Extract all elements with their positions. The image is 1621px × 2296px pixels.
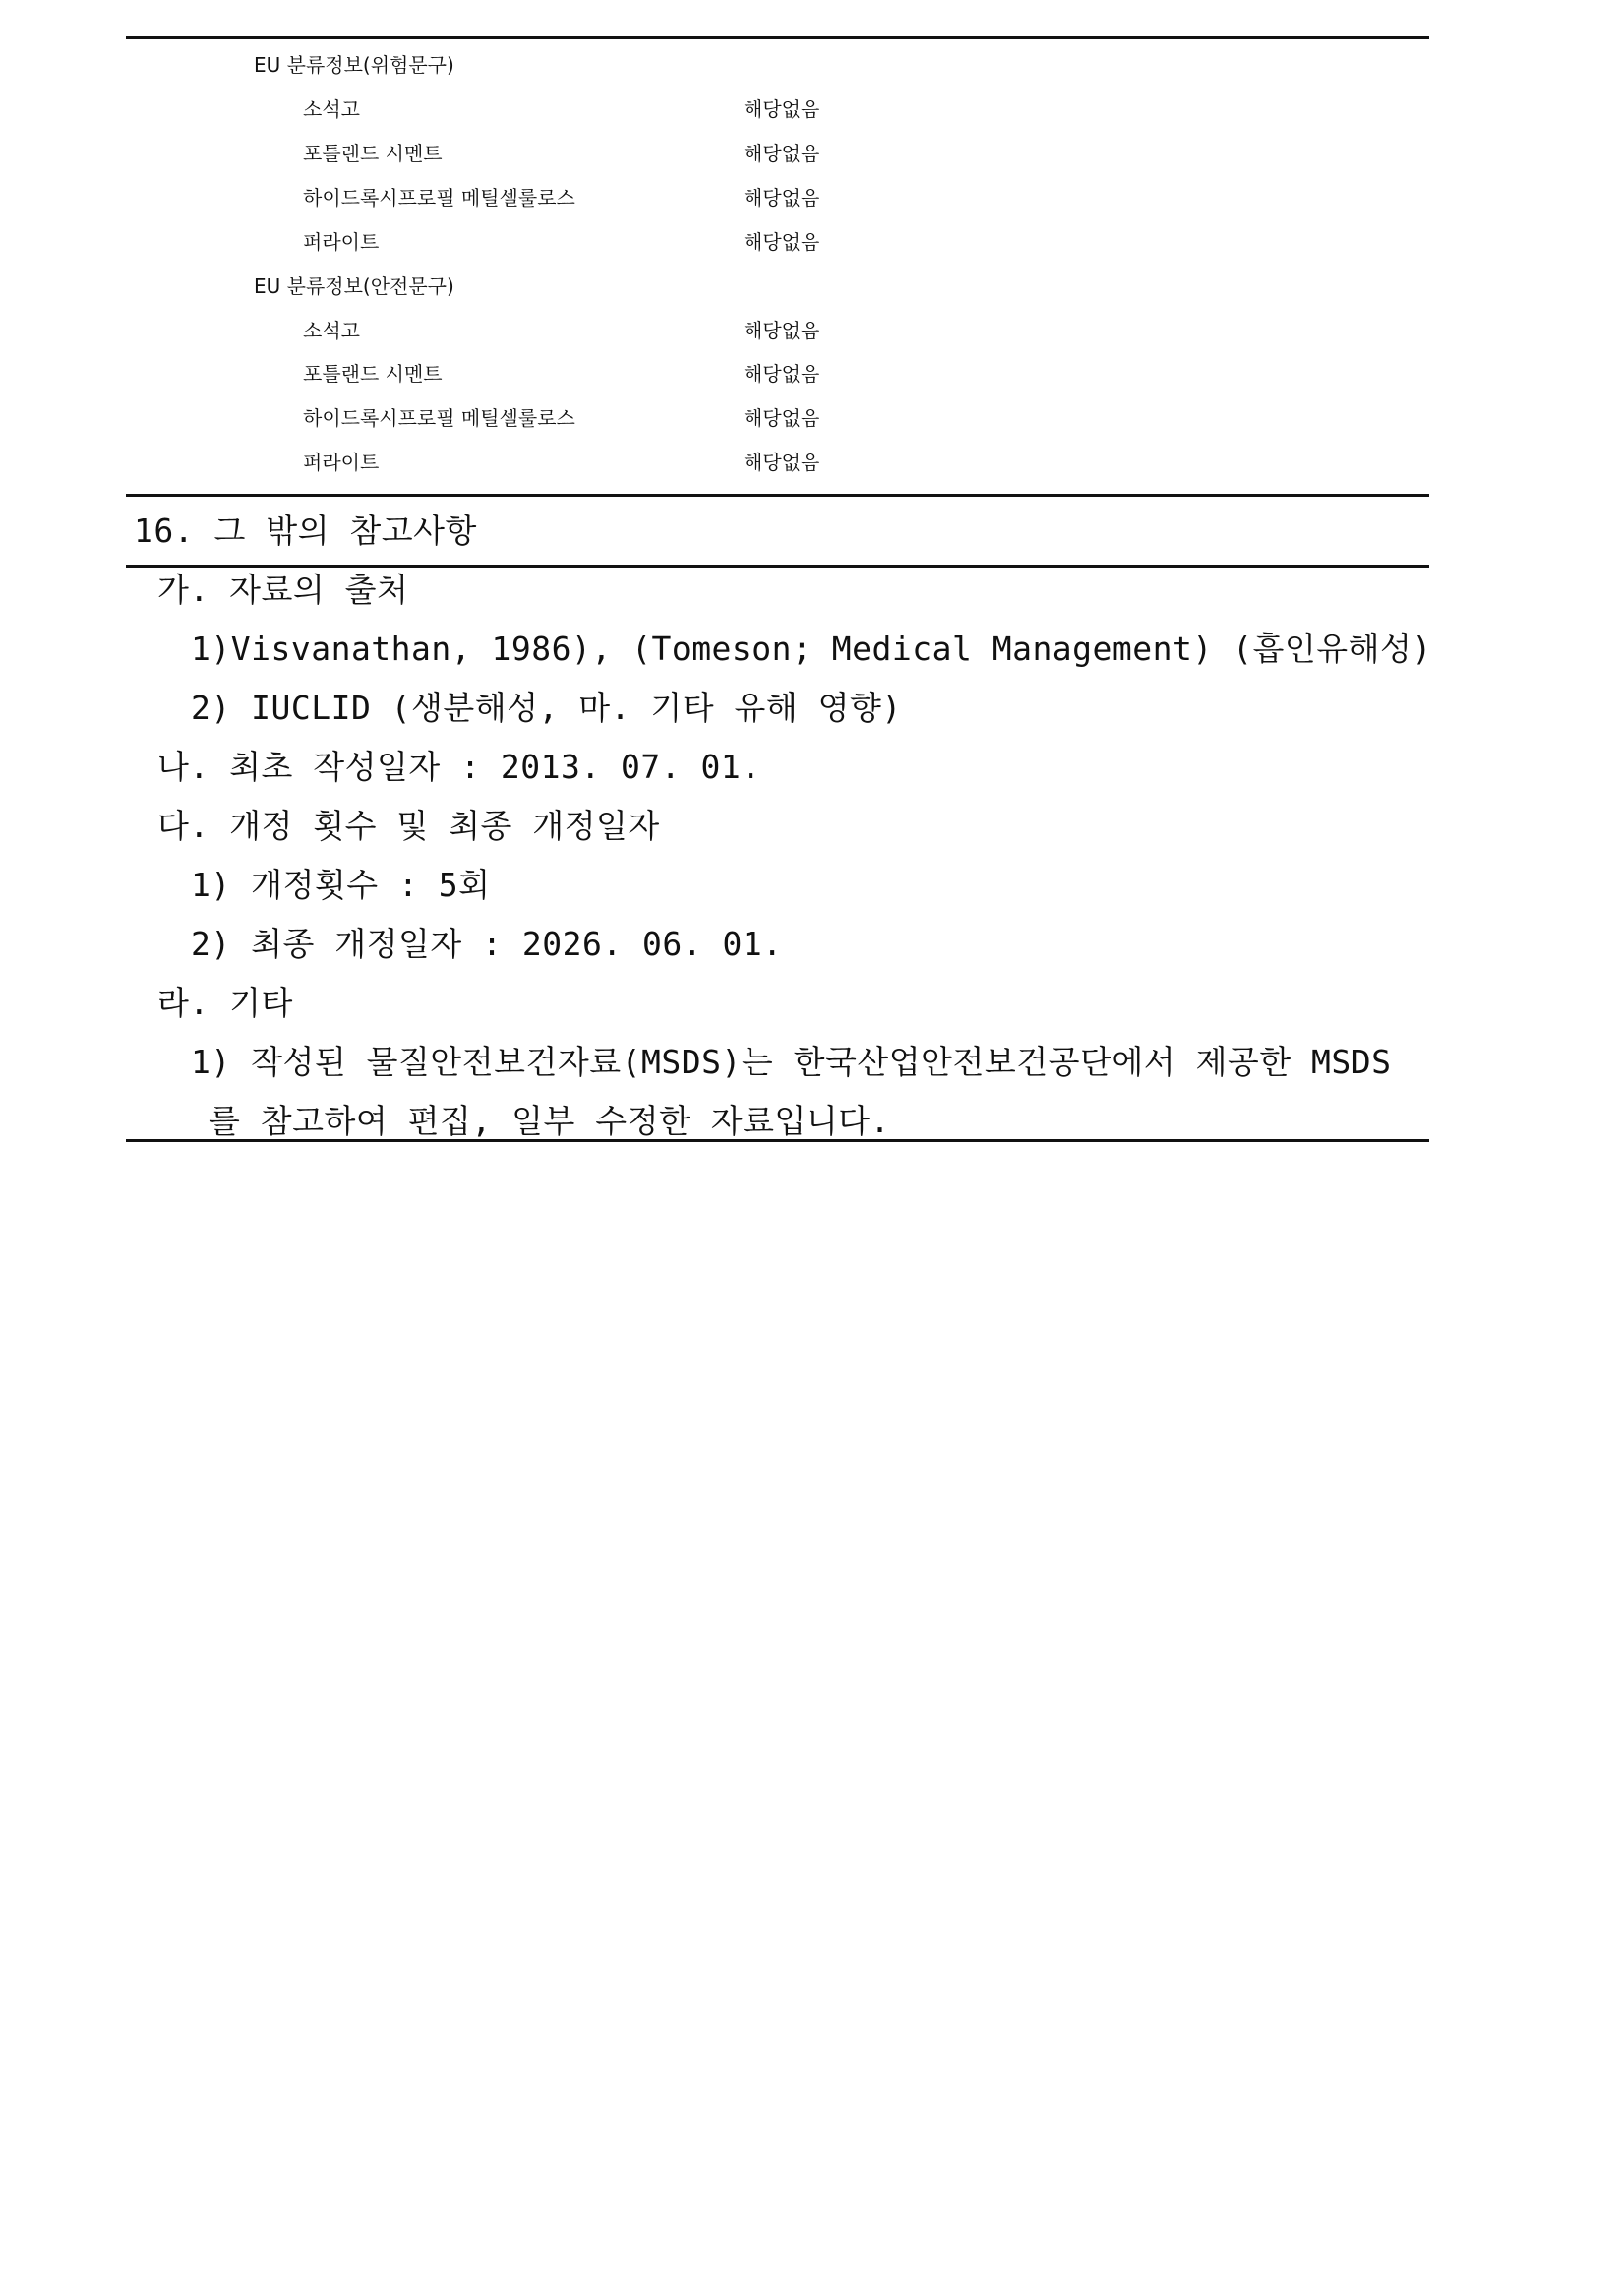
other-note-line-2: 를 참고하여 편집, 일부 수정한 자료입니다. xyxy=(209,1102,890,1140)
first-written-date: 나. 최초 작성일자 : 2013. 07. 01. xyxy=(157,748,761,786)
eu-safety-row xyxy=(0,319,1621,342)
substance-name: 포틀랜드 시멘트 xyxy=(303,362,443,386)
classification-value: 해당없음 xyxy=(744,186,820,210)
substance-name: 퍼라이트 xyxy=(303,230,380,254)
other-note-line-1: 1) 작성된 물질안전보건자료(MSDS)는 한국산업안전보건공단에서 제공한 MSDS xyxy=(191,1043,1392,1081)
substance-name: 소석고 xyxy=(303,319,360,342)
subsection-da-title: 다. 개정 횟수 및 최종 개정일자 xyxy=(157,807,660,845)
subsection-ra-title: 라. 기타 xyxy=(157,984,293,1022)
subsection-ga-title: 가. 자료의 출처 xyxy=(157,571,409,609)
eu-hazard-row xyxy=(0,142,1621,165)
eu-hazard-heading: EU 분류정보(위험문구) xyxy=(254,53,454,77)
revision-count: 1) 개정횟수 : 5회 xyxy=(191,866,491,904)
top-divider xyxy=(126,36,1429,39)
eu-safety-heading: EU 분류정보(안전문구) xyxy=(254,274,454,298)
source-item-1: 1)Visvanathan, 1986), (Tomeson; Medical Management) (흡인유해성) xyxy=(191,630,1432,668)
substance-name: 하이드록시프로필 메틸셀룰로스 xyxy=(303,406,575,430)
source-item-2: 2) IUCLID (생분해성, 마. 기타 유해 영향) xyxy=(191,689,902,727)
eu-hazard-row xyxy=(0,97,1621,121)
substance-name: 하이드록시프로필 메틸셀룰로스 xyxy=(303,186,575,210)
last-revision-date: 2) 최종 개정일자 : 2026. 06. 01. xyxy=(191,925,783,963)
classification-value: 해당없음 xyxy=(744,406,820,430)
classification-value: 해당없음 xyxy=(744,451,820,474)
eu-safety-row xyxy=(0,451,1621,474)
eu-safety-row xyxy=(0,406,1621,430)
classification-value: 해당없음 xyxy=(744,142,820,165)
classification-value: 해당없음 xyxy=(744,230,820,254)
section-16-title: 16. 그 밖의 참고사항 xyxy=(134,512,477,550)
eu-safety-row xyxy=(0,362,1621,386)
classification-value: 해당없음 xyxy=(744,97,820,121)
eu-hazard-row xyxy=(0,186,1621,210)
substance-name: 퍼라이트 xyxy=(303,451,380,474)
section-divider xyxy=(126,494,1429,497)
classification-value: 해당없음 xyxy=(744,319,820,342)
bottom-divider xyxy=(126,1139,1429,1142)
substance-name: 소석고 xyxy=(303,97,360,121)
section-title-divider xyxy=(126,565,1429,568)
eu-hazard-row xyxy=(0,230,1621,254)
substance-name: 포틀랜드 시멘트 xyxy=(303,142,443,165)
classification-value: 해당없음 xyxy=(744,362,820,386)
